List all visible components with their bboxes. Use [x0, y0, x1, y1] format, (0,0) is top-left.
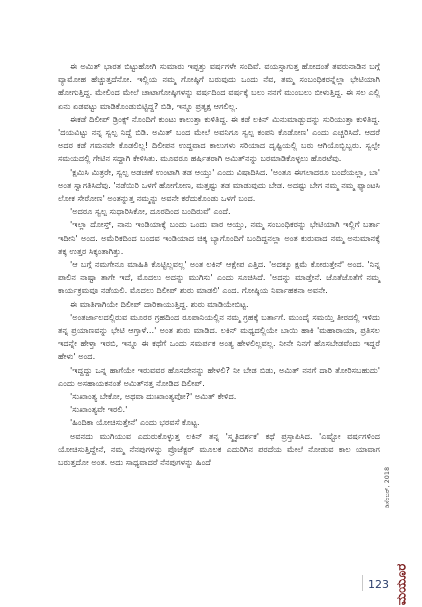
- paragraph: ಈ ಮಾತಿಗಾಗಿಯೇ ದಿಲೀಪ್ ದಾರಿಕಾಯುತ್ತಿದ್ದ. ಶುರು ಮಾಡಿಯೇಬಿಟ್ಟ.: [70, 298, 249, 309]
- paragraph: 'ಇದ್ದದ್ದು ಒನ್ನ ಹಾಗೆಯೇ ಇರುವವರ ಹೊಸದೇನನ್ನು ಹೇಳಲಿ? ನೀ ಬೇಡ ಬಿಡು, ಅಮಿತ್ ನನಗೆ ದಾರಿ ತೋರಿಸಬಹುದು' ಎಂದು ಅಸಹಾಯಕನಂತೆ ಅಮಿತ್‌ನತ್ತ ನೋಡಿದ ದಿಲೀಪ್.: [58, 364, 380, 388]
- paragraph: 'ಕ್ಷಮಿಸಿ ಮಿತ್ರರೇ, ಸ್ವಲ್ಪ ಅಡಚಣೆ ಉಂಟಾಗಿ ತಡ ಆಯ್ತು' ಎಂದು ವಿಷಾದಿಸಿದ. 'ಅಂತೂ ಈಗಲಾದರೂ ಬಂದೆಯಲ್ಲಾ, ಬಾ' ಅಂತ ಸ್ವಾಗತಿಸಿದೆವು. 'ನಡೆಯಿರಿ ಒಳಗೆ ಹೋಗೋಣ, ಮತ್ತಷ್ಟು ತಡ ಮಾಡುವುದು ಬೇಡ. ಅದಷ್ಟು ಬೇಗ ನಮ್ಮ ನಮ್ಮ ಫ್ಯಾಂಟಸಿ ಲೋಕ ಸೇರೋಣ' ಅಂತನ್ನುತ್ತ ನಮ್ಮನ್ನು ಅವನೇ ಕರೆದುಕೊಂಡು ಒಳಗೆ ಬಂದ.: [58, 166, 380, 204]
- paragraph: 'ಅದರೂ ಸ್ವಲ್ಪ ಸುಧಾರಿಸಿಕೋ, ದೂರದಿಂದ ಬಂದಿರುವೆ' ಎಂದೆ.: [70, 206, 231, 217]
- paragraph: ಅವನದು ಮುಗಿಯುವ ಎದುರುಕೊಳ್ಳುತ್ತ ಲಕಿನ್ ತನ್ನ 'ಸ್ಮೃತಿದರ್ಶಕ' ಕಥೆ ಪ್ರಸ್ತಾಪಿಸಿದ. 'ಎಷ್ಟೋ ವರ್ಷಗಳಿಂದ ಯೋಚಿಸುತ್ತಿದ್ದೇನೆ, ನಮ್ಮ ನೆನಪುಗಳನ್ನು ಪ್ರೊಜೆಕ್ಟರ್ ಮೂಲಕ ಎದುರಿಗಿನ ಪರದೆಯ ಮೇಲೆ ನೋಡುವ ಕಾಲ ಯಾವಾಗ ಬರುತ್ತದೋ ಅಂತ. ಅದು ಸಾಧ್ಯವಾದರೆ ನೆನಪುಗಳನ್ನು ಹಿಂದೆ: [58, 430, 380, 468]
- paragraph: ಈಕಡೆ ದಿಲೀಪ್ ಡ್ರಿಂಕ್ಸ್ ನೊಂದಿಗೆ ಕುಂಟು ಕಾಲುತ್ತಾ ಕುಳಿತಿದ್ದ. ಈ ಕಡೆ ಲಕಿನ್ ಮಿನುಮಾಡ್ಬುದನ್ನು ಸುರಿಯುತ್ತಾ ಕುಳಿತಿದ್ದ. 'ದಯವಿಟ್ಟು ನನ್ನ ಸ್ವಲ್ಪ ನಿದ್ದೆ ಬಿಡಿ. ಅಮಿತ್ ಬಂದ ಮೇಲೆ ಅವನಿಗೂ ಸ್ವಲ್ಪ ಕಂಪನಿ ಕೊಡೋಣ' ಎಂದು ಎಚ್ಚರಿಸಿದೆ. ಆದರೆ ಅದರ ಕಡೆ ಗಮನವೇ ಕೊಡಲಿಲ್ಲ! ದಿಲೀಪನ ಉದ್ದವಾದ ಕಾಲುಗಳು ಸರಿಯಾದ ದೃಷ್ಟಿಯಲ್ಲಿ ಬರು ಆಗಿಯೊಬ್ಬಿಬ್ಬರು. ಸ್ವಲ್ಪೇ ಸಮಯದಲ್ಲಿ ಗೇಟಿನ ಸದ್ದಾಗಿ ಕೇಳಿಸಿತು. ಮೂವರೂ ಹರ್ಷಿತರಾಗಿ ಅಮಿತ್‌ನನ್ನು ಬರಮಾಡಿಕೊಳ್ಳಲು ಹೊರಟೆವು.: [58, 113, 380, 164]
- paragraph: 'ಸುಖಾಂತ್ಯ ಬೇಕೋ, ಅಥವಾ ದುಃಖಾಂತ್ಯವೋ?' ಅಮಿತ್ ಕೇಳಿದ.: [70, 391, 237, 402]
- page-number: 123: [368, 578, 389, 591]
- paragraph: ಈ ಅಮಿತ್ ಭಾರತ ಬಿಟ್ಟುಹೋಗಿ ಸುಮಾರು ಇಪ್ಪತ್ತು ವರ್ಷಗಳೇ ಸಂದಿವೆ. ವಯಸ್ಸಾಗುತ್ತ ಹೋದಂತೆ ತವರುನಾಡಿನ ಬಗ್ಗೆ ವ್ಯಾಮೋಹ ಹೆಚ್ಚುತ್ತದೆನೋ. ಇಲ್ಲಿಯ ನಮ್ಮ ಗೋಷ್ಠಿಗೆ ಬರುವುದು ಒಂದು ನೆವ, ತಮ್ಮ ಸಂಬಂಧಿಕರನ್ನೆಲ್ಲಾ ಭೇಟಿಯಾಗಿ ಹೋಗುತ್ತಿದ್ದ. ಮೇಲಿಂದ ಮೇಲೆ ಚಾಟಾಗೋಷ್ಠಿಗಳನ್ನು ವರ್ಷದಿಂದ ವರ್ಷಕ್ಕೆ ಬಲು ನನಗೆ ಮುಂಬಲು ಬೀಳುತ್ತಿದ್ದ. ಈ ಸಲ ಎಲ್ಲಿ ಏನು ಏಡವಟ್ಟು ಮಾಡಿಕೊಂಡುಬಿಟ್ಟಿದ್ದ? ಬಿಡಿ, ಇನ್ನೂ ಪ್ರತ್ಯಕ್ಷ ಆಗಲಿಲ್ಲ.: [58, 61, 380, 111]
- paragraph: 'ಅಂತರ್ಜಾಲದಲ್ಲಿರುವ ಮೂರರ ಗ್ರಹದಿಂದ ರೂಪಾನಿಯಲ್ಲಿನ ನಮ್ಮ ಗ್ರಹಕ್ಕೆ ಬರ್ತಾಗೆ. ಮುಂದೈ ಸಮಯ್ತಿ ತೀರದಲ್ಲಿ ಇಳಿದು ತನ್ನ ಪ್ರಯಾಣವನ್ನು ಭೇಟಿ ಆಗ್ತಾಳೆ...' ಅಂತ ಶುರು ಮಾಡಿದ. ಲಕಿನ್ ಮಧ್ಯದಲ್ಲಿಯೇ ಬಾಯಿ ಹಾಕಿ 'ಮಹಾರಾಯಾ, ಪ್ರತಿಸಲ ಇದನ್ನೇ ಹೇಳ್ತಾ ಇರಬಿ, ಇನ್ನೂ ಈ ಕಥೆಗೆ ಒಂದು ಸಮರ್ಪಕ ಅಂತ್ಯ ಹೇಳಲಿಲ್ಲವಲ್ಲ. ನೀನೇ ನಿನಗೆ ಹೊಸಬೇಡವೆಂದು ಇದ್ದರೆ ಹೇಳು' ಅಂದ.: [58, 311, 380, 362]
- paragraph: 'ಸುಖಾಂತ್ಯವೇ ಇರಲಿ.': [70, 404, 128, 415]
- article-body: [58, 60, 380, 580]
- footer-divider: [362, 575, 363, 591]
- magazine-logo: ಮಯೂರ: [394, 563, 410, 606]
- paragraph: 'ಹಿಂದಿಕಾ ಯೋಚಿಸುತ್ತೇನೆ' ಎಂದು ಭರವಸೆ ಕೊಟ್ಟ.: [70, 417, 200, 428]
- issue-date: ಡಿಸೆಂಬರ್, 2018: [384, 466, 391, 508]
- paragraph: 'ಆ ಬಗ್ಗೆ ನಮಗೇನೂ ಮಾಹಿತಿ ಕೊಟ್ಟಿಲ್ಲವಲ್ಲ' ಅಂತ ಲಕಿನ್ ಆಕ್ಷೇಪ ಎತ್ತಿದ. 'ಅದಕ್ಕೂ ಕ್ಷಮೆ ಕೋರುತ್ತೇನೆ' ಅಂದ. 'ನಿನ್ನ ಪಾಲಿನ ನಾಷ್ಟಾ ತಾಗೇ ಇದೆ, ಮೊದಲು ಅದನ್ನು ಮುಗಿಸು' ಎಂದು ಸೂಚಿಸಿದೆ. 'ಅದನ್ನು ಮಾಡ್ತೇನೆ. ಜೊತೆಜೊತೆಗೆ ನಮ್ಮ ಕಾರ್ಯಕ್ರಮವೂ ನಡೆಯಲಿ. ಮೊದಲು ದಿಲೀಪ್ ಶುರು ಮಾಡಲಿ' ಎಂದ. ಗೋಷ್ಠಿಯ ನಿರ್ವಾಹಕನಾ ಅವನೇ.: [58, 259, 380, 296]
- paragraph: 'ಇಲ್ಲಾ ದೋಸ್ತ್, ನಾನು ಇಂಡಿಯಾಕ್ಕೆ ಬಂದು ಒಂದು ವಾರ ಆಯ್ತು, ನಮ್ಮ ಸಂಬಂಧಿಕರನ್ನು ಭೇಟಿಯಾಗಿ ಇಲ್ಲಿಗೆ ಬರ್ತಾ ಇದೀನಿ' ಅಂದ. ಅಮೆರಿಕದಿಂದ ಬಂದವ ಇಂಡಿಯಾದ ಚಿಕ್ಕ ಬ್ಯಾಗೊಂದಿಗೆ ಬಂದಿದ್ದನಲ್ಲಾ ಅಂತ ಕುರುವಾದ ನಮ್ಮ ಅನುಮಾನಕ್ಕೆ ತಕ್ಕ ಉತ್ತರ ಸಿಕ್ಕಂತಾಗಿತ್ತು.: [58, 219, 380, 256]
